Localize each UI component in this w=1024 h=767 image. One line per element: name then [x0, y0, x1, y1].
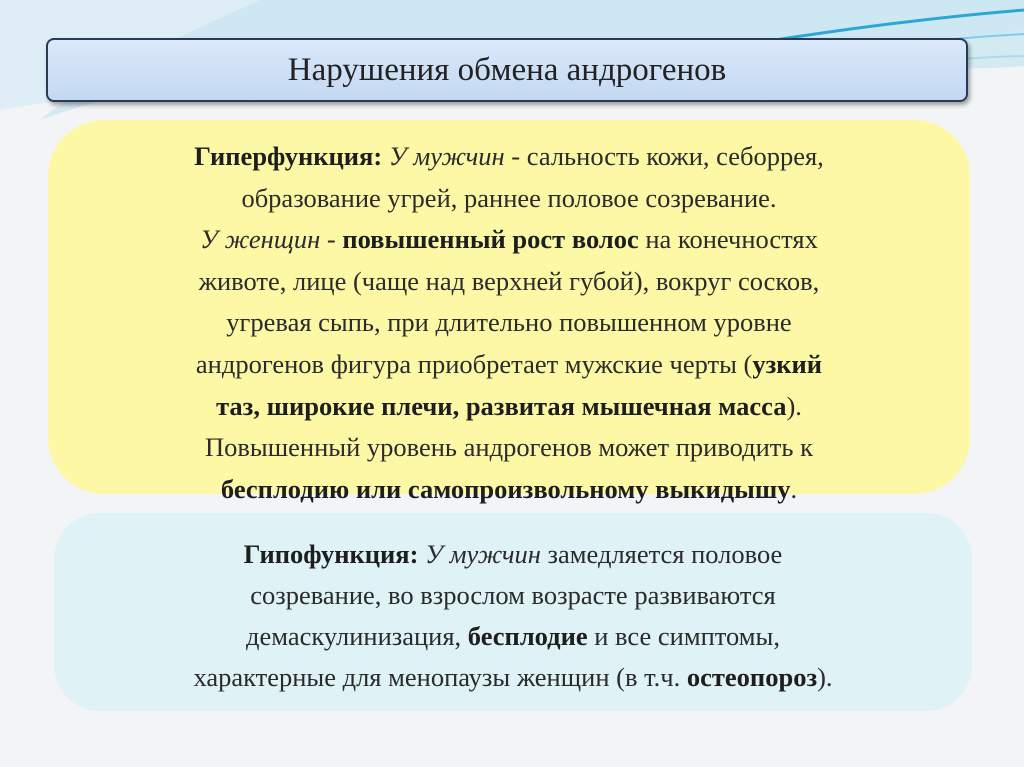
hyperfunction-line [88, 219, 930, 261]
hypofunction-line [84, 616, 942, 657]
text-segment: угревая сыпь, при длительно повышенном уровне [226, 307, 792, 338]
hyperfunction-line [88, 427, 930, 469]
hypofunction-text [84, 534, 942, 698]
hypofunction-line [84, 657, 942, 698]
text-segment: созревание, во взрослом возрасте развиваются [250, 580, 776, 610]
italic-text: У женщин [200, 224, 321, 255]
bold-text: бесплодию или самопроизвольному выкидышу [220, 473, 791, 504]
text-segment: животе, лице (чаще над верхней губой), вокруг сосков, [198, 265, 820, 296]
slide-title: Нарушения обмена андрогенов [46, 38, 968, 102]
hyperfunction-line [88, 261, 930, 303]
bold-text: остеопороз [686, 662, 818, 692]
text-segment: демаскулинизация, [246, 621, 468, 651]
text-segment: образование угрей, раннее половое созревание. [241, 182, 777, 213]
text-segment: - [320, 224, 343, 255]
hyperfunction-line [88, 344, 930, 386]
text-segment: - сальность кожи, себоррея, [504, 141, 824, 171]
hypofunction-line [84, 575, 942, 616]
text-segment: Повышенный уровень андрогенов может приводить к [205, 432, 813, 463]
text-segment: . [790, 473, 798, 504]
bold-text: Гиперфункция: [194, 141, 383, 171]
text-segment: замедляется половое [540, 539, 783, 569]
text-segment: характерные для менопаузы женщин (в т.ч. [193, 662, 687, 692]
text-segment: ). [817, 662, 833, 692]
bold-text: бесплодие [467, 621, 588, 651]
hyperfunction-line [88, 469, 930, 511]
hyperfunction-line [88, 136, 930, 178]
hyperfunction-line [88, 302, 930, 344]
hyperfunction-line [88, 386, 930, 428]
text-segment: на конечностях [638, 224, 818, 255]
text-segment: и все симптомы, [587, 621, 780, 651]
hyperfunction-card [48, 120, 970, 504]
bold-text: таз, широкие плечи, развитая мышечная масса [216, 390, 787, 421]
text-segment: ). [786, 390, 802, 421]
text-segment [382, 141, 389, 171]
italic-text: У мужчин [388, 141, 505, 171]
bold-text: узкий [752, 348, 823, 379]
bold-text: повышенный рост волос [342, 224, 639, 255]
hyperfunction-line [88, 178, 930, 220]
bold-text: Гипофункция: [243, 539, 419, 569]
text-segment: андрогенов фигура приобретает мужские черты ( [195, 348, 753, 379]
hypofunction-line [84, 534, 942, 575]
hyperfunction-text [88, 136, 930, 510]
italic-text: У мужчин [425, 539, 541, 569]
hypofunction-card [54, 513, 972, 711]
